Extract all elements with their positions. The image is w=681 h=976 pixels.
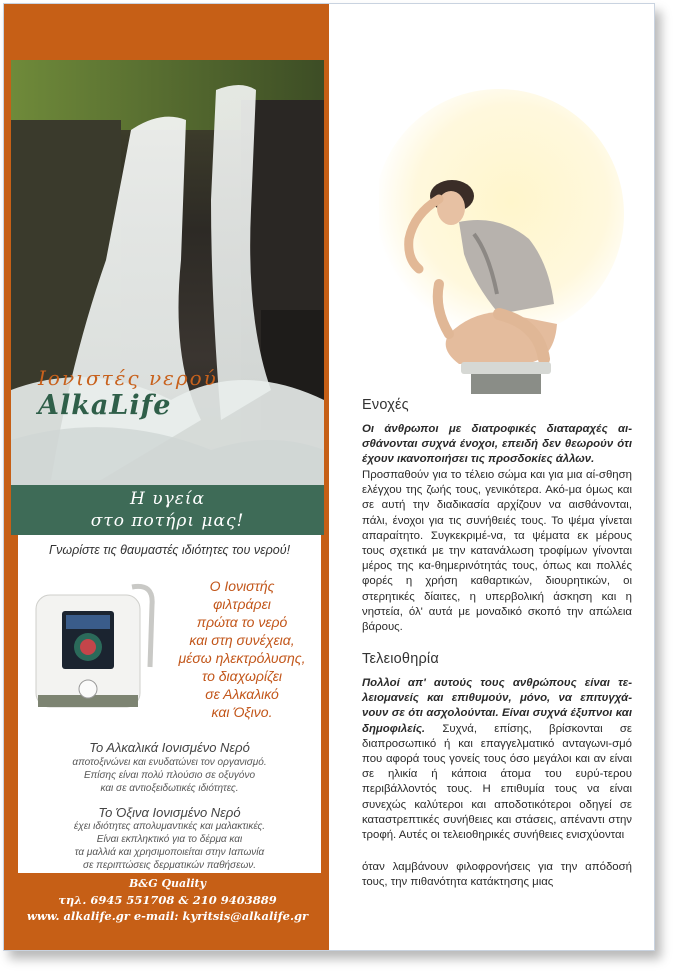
ad-info-box xyxy=(18,535,321,873)
water-ionizer-device-illustration xyxy=(26,577,156,712)
slogan-line-2: στο ποτήρι μας! xyxy=(90,511,245,531)
body-paragraph-continued: όταν λαμβάνουν φιλοφρονήσεις για την απόδοσή τους, την πιθανότητα κατάκτησης μιας xyxy=(362,861,632,889)
paragraph-perfectionism xyxy=(362,676,632,843)
body-paragraph-guilt: Προσπαθούν για το τέλειο σώμα και για μια αί-σθηση ελέγχου της ζωής τους, γενικότερα. Ακό-μα όμως και σε αυτή την διαδικασία αρχίζουν να αισθάνονται, πάλι, ένοχοι για τις συνήθειές τους. Το ψέμα γίνεται απαραίτητο. Συγκεκριμέ-να, τα ψέματα εκ μέρους τους σχετικά με την κατανάλωση τροφίμων γίνονται μέρος της κα-θημερινότητάς τους, όπως και πολλές φορές η χρήση καθαρτικών, διουρητικών, οι στερητικές δίαιτες, η υπερβολική άσκηση και η νηστεία, όλ' αυτά με μοναδικό σκοπό την απώλεια βάρους. xyxy=(362,469,632,634)
alkaline-water-description: αποτοξινώνει και ενυδατώνει τον οργανισμό. Επίσης είναι πολύ πλούσιο σε οξυγόνο και σε αντιοξειδωτικές ιδιότητες. xyxy=(72,757,267,794)
lead-paragraph-perfectionism: Πολλοί απ' αυτούς τους ανθρώπους είναι τε-λειομανείς και επιθυμούν, μόνο, να επιτυγχά-νουν σε ότι ασχολούνται. Είναι συχνά έξυπνοι και δημοφιλείς. xyxy=(362,677,632,735)
body-paragraph-perfectionism: Συχνά, επίσης, βρίσκονται σε διαπροσωπικό ή και επαγγελματικό ανταγωνι-σμό που αφορά τους γονείς τους όσο μεγάλοι και αν είναι σε ηλικία ή κάποια άτομα του ευρύ-τερου περιβάλλοντός τους. Η επιθυμία τους να είναι συνεχώς καλύτεροι και αποδοτικότεροι οδηγεί σε καταστρεπτικές συνήθειες και στάσεις, απέναντι στην τροφή. Αυτές οι τελειοθηρικές συνήθειες ενισχύονται xyxy=(362,722,632,842)
ionizer-description: Ο Ιονιστής φιλτράρει πρώτα το νερό και στη συνέχεια, μέσω ηλεκτρόλυσης, το διαχωρίζει σε Αλκαλικό και Όξινο. xyxy=(178,578,306,720)
brand-name-alkalife: AlkaLife xyxy=(38,390,172,421)
alkalife-advertisement xyxy=(4,4,329,950)
section-heading-guilt: Ενοχές xyxy=(362,397,409,413)
lead-paragraph-guilt: Οι άνθρωποι με διατροφικές διαταραχές αι-σθάνονται συχνά ένοχοι, επειδή δεν θεωρούν ότι έχουν ικανοποιήσει τις προσδοκίες άλλων. xyxy=(362,423,632,466)
section-heading-perfectionism: Τελειοθηρία xyxy=(362,651,439,667)
slogan-band xyxy=(11,485,324,535)
magazine-page xyxy=(3,3,655,951)
acidic-water-description: έχει ιδιότητες απολυμαντικές και μαλακτικές. Είναι εκπληκτικό για το δέρμα και τα μαλλιά και χρησιμοποιείται στην Ιαπωνία σε περιπτώσεις δερματικών παθήσεων. xyxy=(73,821,266,871)
slogan-line-1: Η υγεία xyxy=(130,489,205,509)
alkaline-water-title: Το Αλκαλικά Ιονισμένο Νερό xyxy=(89,740,250,755)
contact-block xyxy=(11,876,324,924)
brand-line-water-ionizers: Ιονιστές νερού xyxy=(38,366,218,390)
acidic-water-title: Το Όξινα Ιονισμένο Νερό xyxy=(98,805,241,820)
phone-numbers: τηλ. 6945 551708 & 210 9403889 xyxy=(58,893,277,907)
company-name: B&G Quality xyxy=(129,877,206,890)
discover-headline: Γνωρίστε τις θαυμαστές ιδιότητες του νερού! xyxy=(48,543,291,557)
woman-on-scale-photo xyxy=(379,64,629,394)
waterfall-photo xyxy=(11,60,324,485)
website-and-email: www. alkalife.gr e-mail: kyritsis@alkalife.gr xyxy=(26,909,309,923)
